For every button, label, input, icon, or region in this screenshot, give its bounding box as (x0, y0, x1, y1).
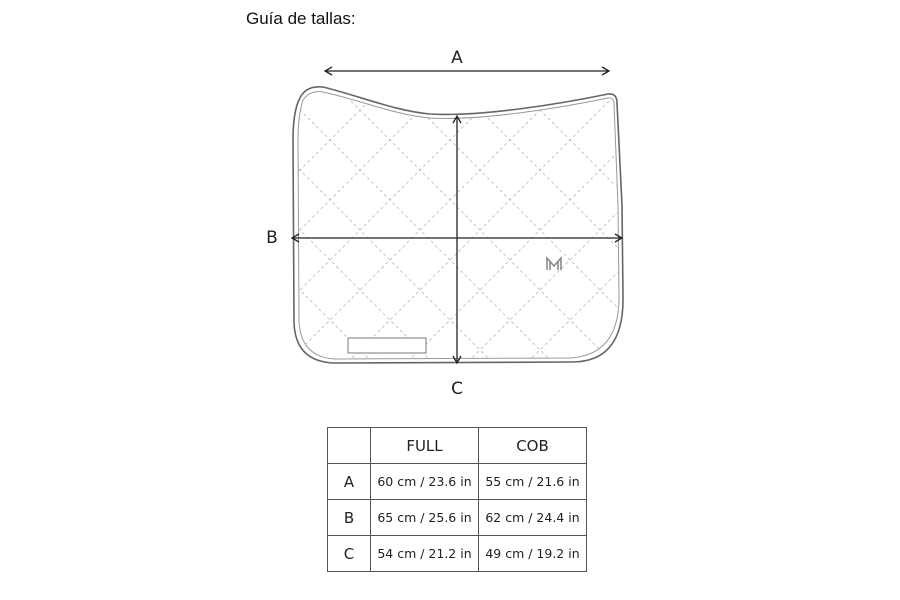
pad-label-patch (348, 338, 426, 353)
dimension-a-label: A (451, 48, 463, 68)
table-cell-full: 54 cm / 21.2 in (371, 536, 479, 572)
table-row-label: A (328, 464, 371, 500)
table-cell-cob: 55 cm / 21.6 in (479, 464, 587, 500)
pad-outer-edge (293, 87, 623, 363)
table-row (328, 536, 587, 572)
table-cell-cob: 62 cm / 24.4 in (479, 500, 587, 536)
table-cell-full: 65 cm / 25.6 in (371, 500, 479, 536)
table-row (328, 500, 587, 536)
table-row-label: B (328, 500, 371, 536)
table-header-empty (328, 428, 371, 464)
table-header-cob: COB (479, 428, 587, 464)
table-header-full: FULL (371, 428, 479, 464)
table-cell-cob: 49 cm / 19.2 in (479, 536, 587, 572)
table-header-row (328, 428, 587, 464)
table-cell-full: 60 cm / 23.6 in (371, 464, 479, 500)
size-table (327, 427, 587, 572)
dimension-c-label: C (451, 379, 463, 399)
saddle-pad (20, 50, 880, 410)
table-row-label: C (328, 536, 371, 572)
dimension-b-label: B (266, 228, 278, 248)
dimension-a-arrow (325, 67, 609, 75)
page-title: Guía de tallas: (246, 9, 356, 28)
table-row (328, 464, 587, 500)
